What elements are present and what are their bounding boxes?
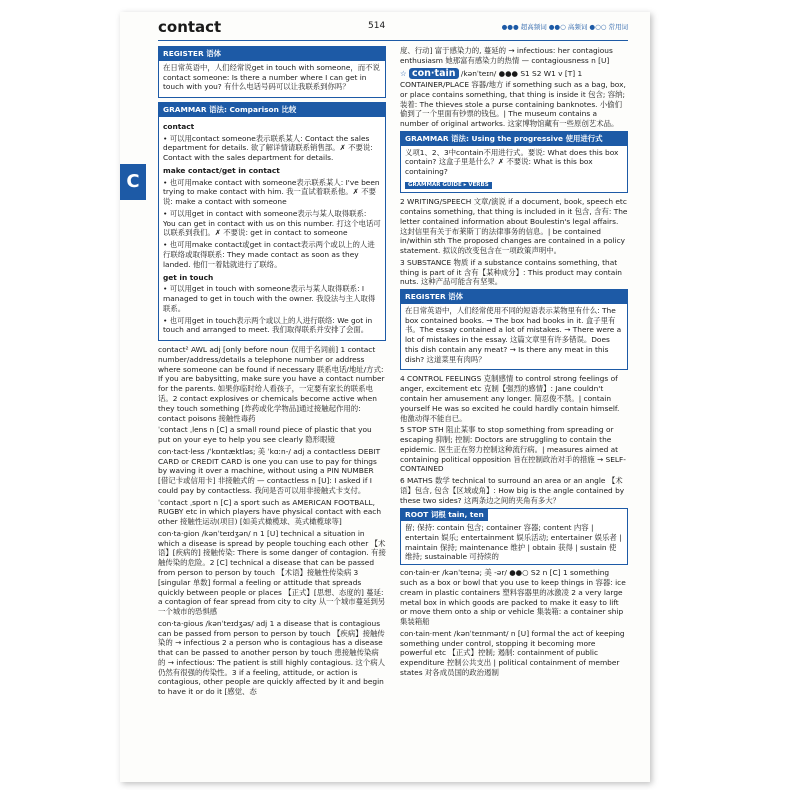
register-box-2 — [400, 289, 628, 370]
entry-contain — [400, 68, 628, 129]
grammar-note: • 可以用get in touch with someone表示与某人取得联系: I managed to get in touch with the owner. 我设法与主人取得联系。 — [163, 284, 376, 313]
entry-contact-adj: contact² AWL adj [only before noun 仅用于名词前] 1 contact number/address/details a telephone number or address where someone can be found if necessary 联系电话/地址/方式: If you are babysitting, make sure you have a contact number for the parents. 如果你临时给人看孩子，一定要有家长的联系电话。2 contact explosives or chemicals become active when they touch something [炸药或化学物品]通过接触起作用的: contact poisons 接触性毒药 — [158, 345, 385, 423]
register-box — [158, 46, 386, 98]
grammar-note: • 可以用contact someone表示联系某人: Contact the sales department for details. 欲了解详情请联系销售部。✗ 不要说: Contact with the sales department for details. — [163, 133, 373, 163]
register-box-text: 在日常英语中，人们经常说get in touch with someone，而不说contact someone: Is there a number where I can get in touch with you? 有什么电话号码可以让我联系到你吗？ — [163, 62, 380, 92]
root-box-text: 留; 保持: contain 包含; container 容器; content 内容 | entertain 娱乐; entertainment 娱乐活动; entertainer 娱乐者 | maintain 保持; maintenance 维护 | obtain 获得 | sustain 使维持; sustainable 可持续的 — [405, 523, 622, 562]
page-header — [158, 18, 628, 38]
header-rule — [158, 40, 628, 41]
page-number: 514 — [368, 21, 386, 31]
sense-maths: 6 MATHS 数学 technical to surround an area or an angle 【术语】包含, 包含【区域或角】: How big is the angle contained by these two sides? 这两条边之间的夹角有多大？ — [400, 476, 625, 505]
sense-control-feelings: 4 CONTROL FEELINGS 克制感情 to control strong feelings of anger, excitement etc 克制【强烈的感情】: Jane couldn't contain her amusement any longer. 简忍俊不禁。| contain yourself He was so excited he could hardly contain himself. 他激动得不能自已。 — [400, 374, 620, 423]
sense-writing-speech: 2 WRITING/SPEECH 文章/演说 if a document, book, speech etc contains something, that thing is included in it 包含, 含有: The letter contained information about Boulestin's legal affairs. 这封信里有关于布莱斯丁的法律事务的信息。| be contained in/within sth The proposed changes are contained in a policy statement. 拟议的改变包含在一项政策声明中。 — [400, 197, 628, 256]
grammar-note: • 也可用get in touch表示两个或以上的人进行联络: We got in touch and arranged to meet. 我们取得联系并安排了会面。 — [163, 315, 373, 335]
grammar-note: • 可以用get in contact with someone表示与某人取得联系: You can get in contact with us on this number. 打这个电话可以联系到我们。✗ 不要说: get in contact to someone — [163, 208, 381, 238]
headword-contain: con·tain — [409, 68, 459, 79]
entry-contagion: con·ta·gion /kənˈteɪdʒən/ n 1 [U] technical a situation in which a disease is spread by people touching each other 【术语】[疾病的] 接触传染: There is some danger of contagion. 有接触传染的危险。2 [C] technical a disease that can be passed from person to person by touch 【术语】接触性传染病 3 [singular 单数] formal a feeling or attitude that spreads quickly between people or places 【正式】[思想、态度的] 蔓延: a contagion of fear spread from city to city 从一个城市蔓延到另一个城市的恐惧感 — [158, 528, 386, 617]
letter-tab: C — [120, 164, 146, 200]
entry-container: con·tain·er /kənˈteɪnə; 美 -ər/ ●●○ S2 n [C] 1 something such as a box or bowl that you use to keep things in 容器: ice cream in plastic containers 塑料容器里的冰激凌 2 a very large metal box in which goods are packed to make it easy to lift or move them onto a ship or vehicle 集装箱: a container ship 集装箱船 — [400, 568, 626, 627]
grammar-progressive-title: GRAMMAR 语法: Using the progressive 使用进行式 — [401, 132, 627, 146]
key-word-star-icon: ☆ — [400, 68, 407, 78]
grammar-note: • 也可用make contact或get in contact表示两个或以上的人进行联络或取得联系: They made contact as soon as they landed. 他们一着陆就进行了联络。 — [163, 240, 375, 269]
frequency-legend: ●●● 超高频词 ●●○ 高频词 ●○○ 常用词 — [501, 23, 628, 31]
register-box-title: REGISTER 语体 — [159, 47, 385, 61]
grammar-box — [158, 102, 386, 341]
entry-contagious: con·ta·gious /kənˈteɪdʒəs/ adj 1 a disease that is contagious can be passed from person to person by touch 【疾病】接触传染的 → infectious 2 a person who is contagious has a disease that can be passed to another person by touch 患接触传染病的 → infectious: The patient is still highly contagious. 这个病人仍然有很强的传染性。3 if a feeling, attitude, or action is contagious, other people are quickly affected by it and begin to have it or do it [感觉、态 — [158, 618, 385, 697]
grammar-subhead: get in touch — [163, 272, 214, 282]
right-column — [400, 46, 628, 680]
grammar-progressive-box — [400, 131, 628, 193]
grammar-note: • 也可用make contact with someone表示联系某人: I've been trying to make contact with him. 我一直试着联系他。✗ 不要说: make a contact with someone — [163, 177, 380, 207]
entry-contact-sport: ˈcontact ˌsport n [C] a sport such as AMERICAN FOOTBALL, RUGBY etc in which players have physical contact with each other 接触性运动(项目) [如美式橄榄球、英式橄榄球等] — [158, 497, 382, 527]
guide-word: contact — [158, 18, 222, 36]
entry-contact-lens: ˈcontact ˌlens n [C] a small round piece of plastic that you put on your eye to help you see clearly 隐形眼镜 — [158, 425, 372, 445]
grammar-subhead: contact — [163, 121, 195, 131]
root-box — [400, 508, 628, 565]
grammar-box-title: GRAMMAR 语法: Comparison 比较 — [159, 103, 385, 117]
left-column — [158, 46, 386, 699]
grammar-subhead: make contact/get in contact — [163, 165, 280, 175]
sense-stop-sth: 5 STOP STH 阻止某事 to stop something from spreading or escaping 抑制; 控制: Doctors are struggling to contain the epidemic. 医生正在努力控制这种流行病。| measures aimed at containing political opposition 旨在控制政治对手的措施 → SELF-CONTAINED — [400, 425, 626, 474]
register-box-2-text: 在日常英语中，人们经常使用不同的短语表示某物里有什么: The box contained books. → The box had books in it. 盒子里有书。The essay contained a lot of mistakes. → There were a lot of mistakes in the essay. 这篇文章里有许多错误。Does this dish contain any meat? → Is there any meat in this dish? 这道菜里有肉吗？ — [405, 305, 622, 364]
register-box-2-title: REGISTER 语体 — [401, 290, 627, 304]
grammar-progressive-text: 义项1、2、3中contain不用进行式。要说: What does this box contain? 这盒子里是什么？✗ 不要说: What is this box containing? — [405, 147, 619, 177]
entry-containment: con·tain·ment /kənˈteɪnmənt/ n [U] formal the act of keeping something under control, stopping it becoming more powerful etc 【正式】控制; 遏制: containment of public expenditure 控制公共支出 | political containment of member states 对各成员国的政治遏制 — [400, 628, 625, 677]
grammar-guide-link: GRAMMAR GUIDE ▸ VERBS — [405, 182, 492, 189]
entry-contactless: con·tact·less /ˈkɒntæktləs; 美 ˈkɑːn-/ adj a contactless DEBIT CARD or CREDIT CARD is one you can use to pay for things by waving it over a machine, without using a PIN NUMBER [借记卡或信用卡] 非接触式的 — contactless n [U]: I asked if I could pay by contactless. 我问是否可以用非接触式卡支付。 — [158, 446, 381, 495]
entry-contagious-cont: 度、行动] 富于感染力的, 蔓延的 → infectious: her contagious enthusiasm 她那富有感染力的热情 — contagiousness n [U] — [400, 46, 613, 65]
contain-definition: /kənˈteɪn/ ●●● S1 S2 W1 v [T] 1 CONTAINER/PLACE 容器/地方 if something such as a bag, box, or place contains something, that thing is inside it 包含; 容纳; 装着: The thieves stole a purse containing banknotes. 小偷们偷到了一个里面有钞票的钱包。| The museum contains a number of original artworks. 这家博物馆藏有一些原创艺术品。 — [400, 68, 626, 129]
dictionary-page — [120, 12, 650, 782]
sense-substance: 3 SUBSTANCE 物质 if a substance contains something, that thing is part of it 含有【某种成分】: This product may contain nuts. 这种产品可能含有坚果。 — [400, 257, 622, 287]
root-box-title: ROOT 词根 tain, ten — [401, 509, 488, 521]
